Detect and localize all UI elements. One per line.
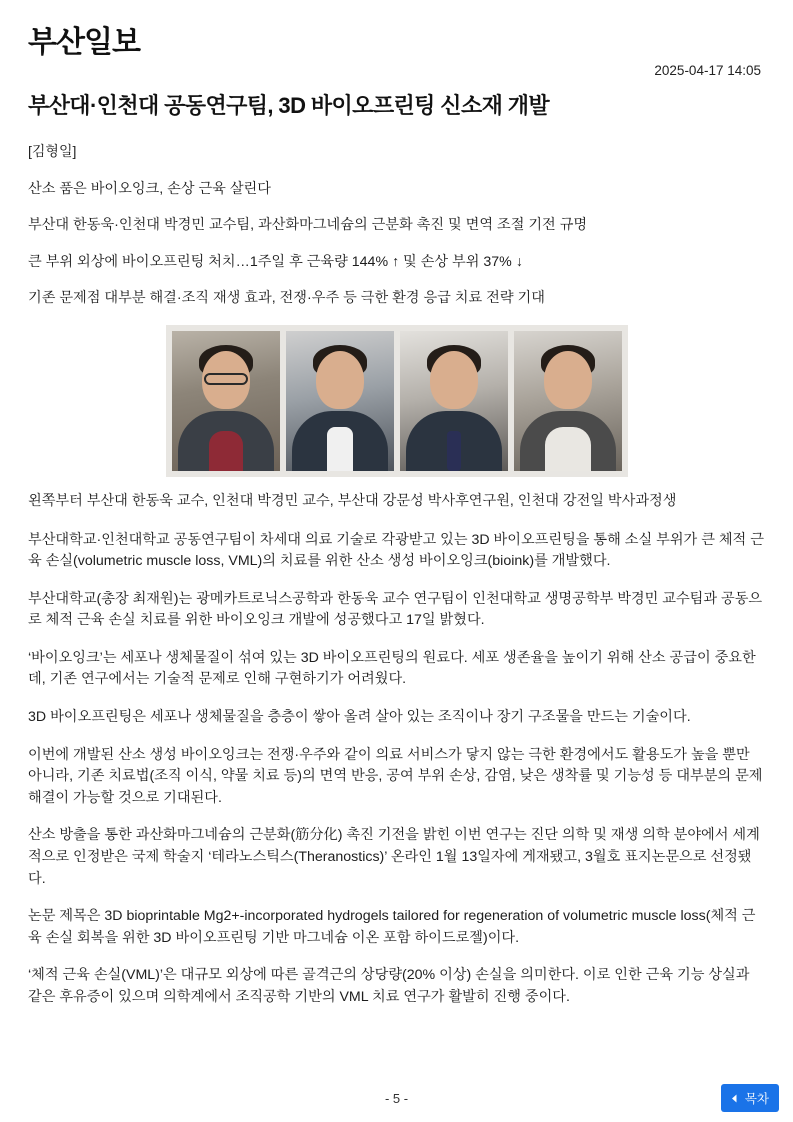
- portrait-photo-kang-jeon-il: [514, 331, 622, 471]
- article-byline: [김형일]: [28, 142, 77, 159]
- timestamp: 2025-04-17 14:05: [654, 63, 761, 78]
- body-paragraph: 부산대학교(총장 최재원)는 광메카트로닉스공학과 한동욱 교수 연구팀이 인천대학교 생명공학부 박경민 교수팀과 공동으로 체적 근육 손실 치료를 위한 바이오잉크 개발에 성공했다고 17일 밝혔다.: [28, 590, 763, 629]
- article-headline: 부산대·인천대 공동연구팀, 3D 바이오프린팅 신소재 개발: [28, 93, 550, 118]
- body-paragraph: 이번에 개발된 산소 생성 바이오잉크는 전쟁·우주와 같이 의료 서비스가 닿지 않는 극한 환경에서도 활용도가 높을 뿐만 아니라, 기존 치료법(조직 이식, 약물 치료 등)의 면역 반응, 공여 부위 손상, 감염, 낮은 생착률 및 기능성 등 대부분의 문제 해결이 가능할 것으로 기대된다.: [28, 746, 763, 806]
- page-number: - 5 -: [384, 1091, 409, 1106]
- portrait-photo-han-dong-wook: [172, 331, 280, 471]
- body-paragraph: 3D 바이오프린팅은 세포나 생체물질을 층층이 쌓아 올려 살아 있는 조직이나 장기 구조물을 만드는 기술이다.: [28, 709, 691, 726]
- table-of-contents-button[interactable]: [721, 1084, 779, 1112]
- portrait-accent-shape: [209, 431, 243, 471]
- portrait-photo-kang-mun-seong: [400, 331, 508, 471]
- newspaper-masthead: 부산일보: [28, 26, 140, 59]
- summary-item: 큰 부위 외상에 바이오프린팅 처치…1주일 후 근육량 144% ↑ 및 손상 부위 37% ↓: [28, 253, 523, 270]
- summary-item: 산소 품은 바이오잉크, 손상 근육 살린다: [28, 180, 271, 197]
- portrait-face-shape: [544, 351, 592, 409]
- portrait-face-shape: [316, 351, 364, 409]
- article-body: [28, 530, 765, 1009]
- body-paragraph: 부산대학교·인천대학교 공동연구팀이 차세대 의료 기술로 각광받고 있는 3D 바이오프린팅을 통해 소실 부위가 큰 체적 근육 손실(volumetric muscle loss, VML)의 치료를 위한 산소 생성 바이오잉크(bioink)를 개발했다.: [28, 531, 764, 570]
- portrait-accent-shape: [327, 427, 353, 471]
- body-paragraph: 논문 제목은 3D bioprintable Mg2+-incorporated hydrogels tailored for regeneration of volumetric muscle loss(체적 근육 손실 회복을 위한 3D 바이오프린팅 기반 마그네슘 이온 포함 하이드로젤)이다.: [28, 908, 756, 946]
- summary-item: 기존 문제점 대부분 해결·조직 재생 효과, 전쟁·우주 등 극한 환경 응급 치료 전략 기대: [28, 290, 545, 307]
- body-paragraph: ‘바이오잉크’는 세포나 생체물질이 섞여 있는 3D 바이오프린팅의 원료다. 세포 생존율을 높이기 위해 산소 공급이 중요한데, 기존 연구에서는 기술적 문제로 인해 구현하기가 어려웠다.: [28, 649, 756, 688]
- portrait-photo-park-kyung-min: [286, 331, 394, 471]
- figure-caption: 왼쪽부터 부산대 한동욱 교수, 인천대 박경민 교수, 부산대 강문성 박사후연구원, 인천대 강전일 박사과정생: [28, 492, 677, 509]
- body-paragraph: ‘체적 근육 손실(VML)’은 대규모 외상에 따른 골격근의 상당량(20% 이상) 손실을 의미한다. 이로 인한 근육 기능 상실과 같은 후유증이 있으며 의학계에서 조직공학 기반의 VML 치료 연구가 활발히 진행 중이다.: [28, 967, 750, 1005]
- portrait-accent-shape: [545, 427, 591, 471]
- article-figure: [28, 325, 765, 477]
- portrait-accent-shape: [447, 431, 461, 471]
- article-summary-list: [28, 179, 765, 309]
- table-of-contents-label: 목차: [744, 1092, 769, 1106]
- summary-item: 부산대 한동욱·인천대 박경민 교수팀, 과산화마그네슘의 근분화 촉진 및 면역 조절 기전 규명: [28, 217, 588, 234]
- glasses-icon: [204, 373, 248, 385]
- portrait-photo-strip: [166, 325, 628, 477]
- body-paragraph: 산소 방출을 통한 과산화마그네슘의 근분화(筋分化) 촉진 기전을 밝힌 이번 연구는 진단 의학 및 재생 의학 분야에서 세계적으로 인정받은 국제 학술지 ‘테라노스틱스(Theranostics)’ 온라인 1월 13일자에 게재됐고, 3월호 표지논문으로 선정됐다.: [28, 827, 760, 887]
- portrait-face-shape: [430, 351, 478, 409]
- back-arrow-icon: [729, 1093, 740, 1104]
